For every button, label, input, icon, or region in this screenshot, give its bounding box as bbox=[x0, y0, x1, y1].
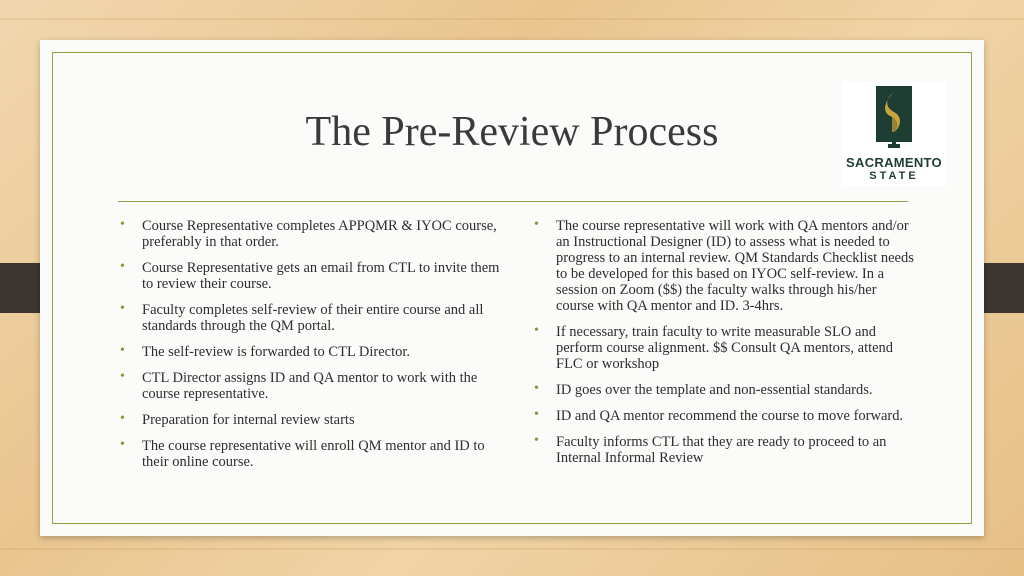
list-item: • The course representative will work with QA mentors and/or an Instructional Designer (ID) to assess what is needed to progress to an internal review. QM Standards Checklist needs to be developed for this based on IYOC self-review. In a session on Zoom ($$) the faculty walks through his/her course with QA mentor and ID. 3-4hrs. bbox=[532, 218, 916, 314]
list-item: • Faculty completes self-review of their entire course and all standards through the QM portal. bbox=[118, 302, 502, 334]
right-tab-decoration bbox=[982, 263, 1024, 313]
logo-text-line2: STATE bbox=[869, 170, 919, 182]
wood-grain bbox=[0, 18, 1024, 20]
sacramento-state-logo bbox=[842, 82, 946, 186]
torch-flame-icon bbox=[870, 86, 918, 154]
slide-title: The Pre-Review Process bbox=[305, 109, 719, 155]
list-item: • CTL Director assigns ID and QA mentor to work with the course representative. bbox=[118, 370, 502, 402]
list-item: • Preparation for internal review starts bbox=[118, 412, 502, 428]
logo-text-line1: SACRAMENTO bbox=[846, 155, 942, 170]
wood-grain bbox=[0, 548, 1024, 550]
title-divider bbox=[118, 201, 908, 202]
list-item: • Course Representative gets an email from CTL to invite them to review their course. bbox=[118, 260, 502, 292]
list-item: • If necessary, train faculty to write measurable SLO and perform course alignment. $$ Consult QA mentors, attend FLC or workshop bbox=[532, 324, 916, 372]
list-item: • Course Representative completes APPQMR & IYOC course, preferably in that order. bbox=[118, 218, 502, 250]
list-item: • The course representative will enroll QM mentor and ID to their online course. bbox=[118, 438, 502, 470]
right-bullet-list bbox=[532, 218, 916, 476]
list-item: • ID goes over the template and non-essential standards. bbox=[532, 382, 916, 398]
left-bullet-list bbox=[118, 218, 502, 480]
left-tab-decoration bbox=[0, 263, 42, 313]
list-item: • ID and QA mentor recommend the course to move forward. bbox=[532, 408, 916, 424]
list-item: • The self-review is forwarded to CTL Director. bbox=[118, 344, 502, 360]
list-item: • Faculty informs CTL that they are ready to proceed to an Internal Informal Review bbox=[532, 434, 916, 466]
